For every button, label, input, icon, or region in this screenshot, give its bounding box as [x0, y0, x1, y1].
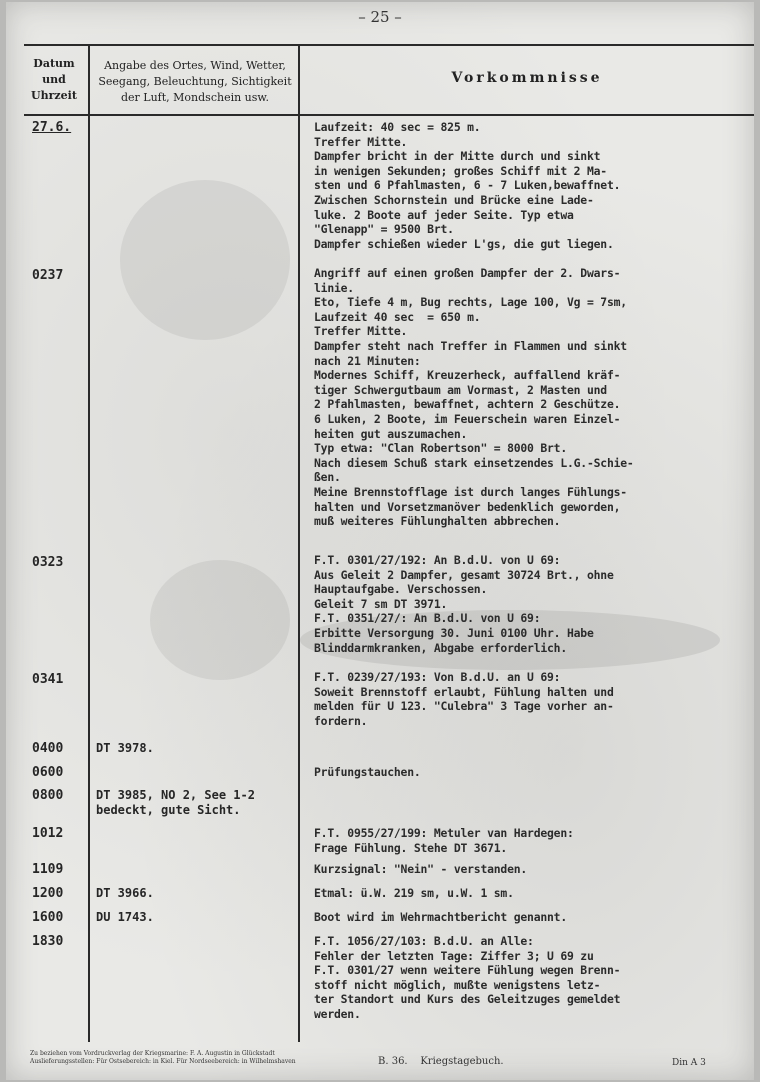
entry-text: Laufzeit: 40 sec = 825 m. Treffer Mitte. Dampfer bricht in der Mitte durch und sinkt in wenigen Sekunden; großes Schiff mit 2 Ma- sten und 6 Pfahlmasten, 6 - 7 Luken,bewaffnet. Zwischen Schornstein und Brücke eine Lade- luke. 2 Boote auf jeder Seite. Typ etwa "Glenapp" = 9500 Brt. Dampfer schießen wieder L'gs, die gut liegen.: [314, 120, 621, 251]
entry-text: Etmal: ü.W. 219 sm, u.W. 1 sm.: [314, 886, 514, 900]
entry-time: 0237: [32, 268, 64, 283]
entry-text: Prüfungstauchen.: [314, 765, 421, 779]
footer-form-name: B. 36. Kriegstagebuch.: [378, 1056, 504, 1067]
entry-place: DT 3966.: [96, 886, 154, 900]
entry-text: Angriff auf einen großen Dampfer der 2. Dwars- linie. Eto, Tiefe 4 m, Bug rechts, Lage 100, Vg = 7sm, Laufzeit 40 sec = 650 m. Treffer Mitte. Dampfer steht nach Treffer in Flammen und sinkt nach 21 Minuten: Modernes Schiff, Kreuzerheck, auffallend kräf- tiger Schwergutbaum am Vormast, 2 Masten und 2 Pfahlmasten, bewaffnet, achtern 2 Geschütze. 6 Luken, 2 Boote, im Feuerschein waren Einzel- heiten gut auszumachen. Typ etwa: "Clan Robertson" = 8000 Brt. Nach diesem Schuß stark einsetzendes L.G.-Schie- ßen. Meine Brennstofflage ist durch langes Fühlungs- halten und Vorsetzmanöver bedenklich geworden, muß weiteres Fühlunghalten abbrechen.: [314, 266, 634, 529]
entry-text: F.T. 0955/27/199: Metuler van Hardegen: Frage Fühlung. Stehe DT 3671.: [314, 826, 574, 855]
entry-text: F.T. 0239/27/193: Von B.d.U. an U 69: Soweit Brennstoff erlaubt, Fühlung halten und melden für U 123. "Culebra" 3 Tage vorher an- fordern.: [314, 670, 614, 728]
entry-time: 27.6.: [32, 120, 72, 135]
entry-time: 0800: [32, 788, 64, 803]
table-header-rule: [24, 114, 754, 116]
entry-time: 1600: [32, 910, 64, 925]
entry-place: DU 1743.: [96, 910, 154, 924]
footer-publisher: Zu beziehen vom Vordruckverlag der Kriegsmarine: F. A. Augustin in Glückstadt Auslieferungsstellen: Für Ostsebereich: in Kiel. Für Nordseebereich: in Wilhelmshaven: [30, 1050, 296, 1065]
entry-text: F.T. 0301/27/192: An B.d.U. von U 69: Aus Geleit 2 Dampfer, gesamt 30724 Brt., ohne Hauptaufgabe. Verschossen. Geleit 7 sm DT 3971. F.T. 0351/27/: An B.d.U. von U 69: Erbitte Versorgung 30. Juni 0100 Uhr. Habe Blinddarmkranken, Abgabe erforderlich.: [314, 553, 614, 655]
paper-stain: [150, 560, 290, 680]
entry-time: 1200: [32, 886, 64, 901]
entry-time: 0341: [32, 672, 64, 687]
page-number: – 25 –: [358, 8, 402, 26]
entry-time: 1830: [32, 934, 64, 949]
entry-place: DT 3978.: [96, 741, 154, 755]
column-divider-date: [88, 44, 90, 1042]
column-header-date: Datum und Uhrzeit: [31, 57, 77, 102]
entry-time: 1109: [32, 862, 64, 877]
paper-stain: [120, 180, 290, 340]
entry-time: 0323: [32, 555, 64, 570]
entry-time: 0400: [32, 741, 64, 756]
entry-time: 0600: [32, 765, 64, 780]
entry-text: Boot wird im Wehrmachtbericht genannt.: [314, 910, 567, 924]
table-top-rule: [24, 44, 754, 46]
entry-time: 1012: [32, 826, 64, 841]
column-divider-place: [298, 44, 300, 1042]
entry-text: Kurzsignal: "Nein" - verstanden.: [314, 862, 528, 876]
footer-paper-size: Din A 3: [672, 1058, 706, 1068]
column-header-place: Angabe des Ortes, Wind, Wetter, Seegang, Beleuchtung, Sichtigkeit der Luft, Mondschein usw.: [98, 59, 292, 104]
column-header-events: Vorkommnisse: [451, 70, 603, 86]
entry-text: F.T. 1056/27/103: B.d.U. an Alle: Fehler der letzten Tage: Ziffer 3; U 69 zu F.T. 0301/27 wenn weitere Fühlung wegen Brenn- stoff nicht möglich, mußte wenigstens letz- ter Standort und Kurs des Geleitzuges gemeldet werden.: [314, 934, 621, 1021]
entry-place: DT 3985, NO 2, See 1-2 bedeckt, gute Sicht.: [96, 788, 255, 817]
